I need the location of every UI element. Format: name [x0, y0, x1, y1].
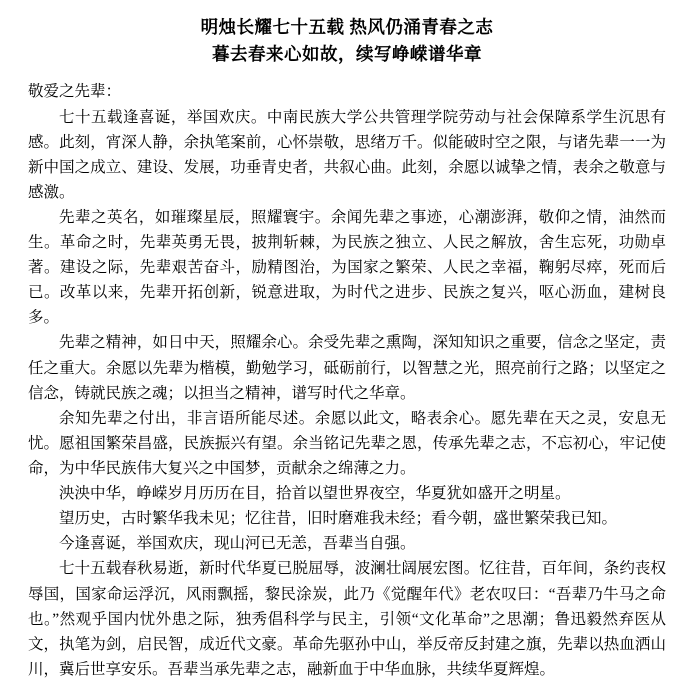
- paragraph: 七十五载春秋易逝，新时代华夏已脱屈辱，波澜壮阔展宏图。忆往昔，百年间，条约丧权辱国，国家命运浮沉，风雨飘摇，黎民涂炭，此乃《觉醒年代》老农叹曰：“吾辈乃牛马之命也。”然观乎国内忧外患之际，独秀倡科学与民主，引领“文化革命”之思潮；鲁迅毅然弃医从文，执笔为剑，启民智，成近代文豪。革命先驱孙中山，举反帝反封建之旗，先辈以热血洒山川，冀后世享安乐。吾辈当承先辈之志，融新血于中华血脉，共续华夏辉煌。: [28, 556, 666, 682]
- paragraph: 余知先辈之付出，非言语所能尽述。余愿以此文，略表余心。愿先辈在天之灵，安息无忧。愿祖国繁荣昌盛，民族振兴有望。余当铭记先辈之恩，传承先辈之志，不忘初心，牢记使命，为中华民族伟大复兴之中国梦，贡献余之绵薄之力。: [28, 406, 666, 481]
- document-body: [28, 105, 666, 682]
- paragraph: 泱泱中华，峥嵘岁月历历在目，拾首以望世界夜空，华夏犹如盛开之明星。: [28, 481, 666, 506]
- paragraph: 先辈之英名，如璀璨星辰，照耀寰宇。余闻先辈之事迹，心潮澎湃，敬仰之情，油然而生。革命之时，先辈英勇无畏，披荆斩棘，为民族之独立、人民之解放，舍生忘死，功勋卓著。建设之际，先辈艰苦奋斗，励精图治，为国家之繁荣、人民之幸福，鞠躬尽瘁，死而后已。改革以来，先辈开拓创新，锐意进取，为时代之进步、民族之复兴，呕心沥血，建树良多。: [28, 205, 666, 331]
- paragraph: 今逢喜诞，举国欢庆，现山河已无恙，吾辈当自强。: [28, 531, 666, 556]
- salutation: 敬爱之先辈：: [28, 80, 666, 103]
- paragraph: 望历史，古时繁华我未见；忆往昔，旧时磨难我未经；看今朝，盛世繁荣我已知。: [28, 506, 666, 531]
- paragraph: 七十五载逢喜诞，举国欢庆。中南民族大学公共管理学院劳动与社会保障系学生沉思有感。此刻，宵深人静，余执笔案前，心怀崇敬，思绪万千。似能破时空之限，与诸先辈一一为新中国之成立、建设、发展，功垂青史者，共叙心曲。此刻，余愿以诚挚之情，表余之敬意与感激。: [28, 105, 666, 205]
- title-line-1: 明烛长耀七十五载 热风仍涌青春之志: [28, 14, 666, 41]
- title-line-2: 暮去春来心如故，续写峥嵘谱华章: [28, 41, 666, 68]
- document-title: [28, 14, 666, 68]
- paragraph: 先辈之精神，如日中天，照耀余心。余受先辈之熏陶，深知知识之重要，信念之坚定，责任之重大。余愿以先辈为楷模，勤勉学习，砥砺前行，以智慧之光，照亮前行之路；以坚定之信念，铸就民族之魂；以担当之精神，谱写时代之华章。: [28, 330, 666, 405]
